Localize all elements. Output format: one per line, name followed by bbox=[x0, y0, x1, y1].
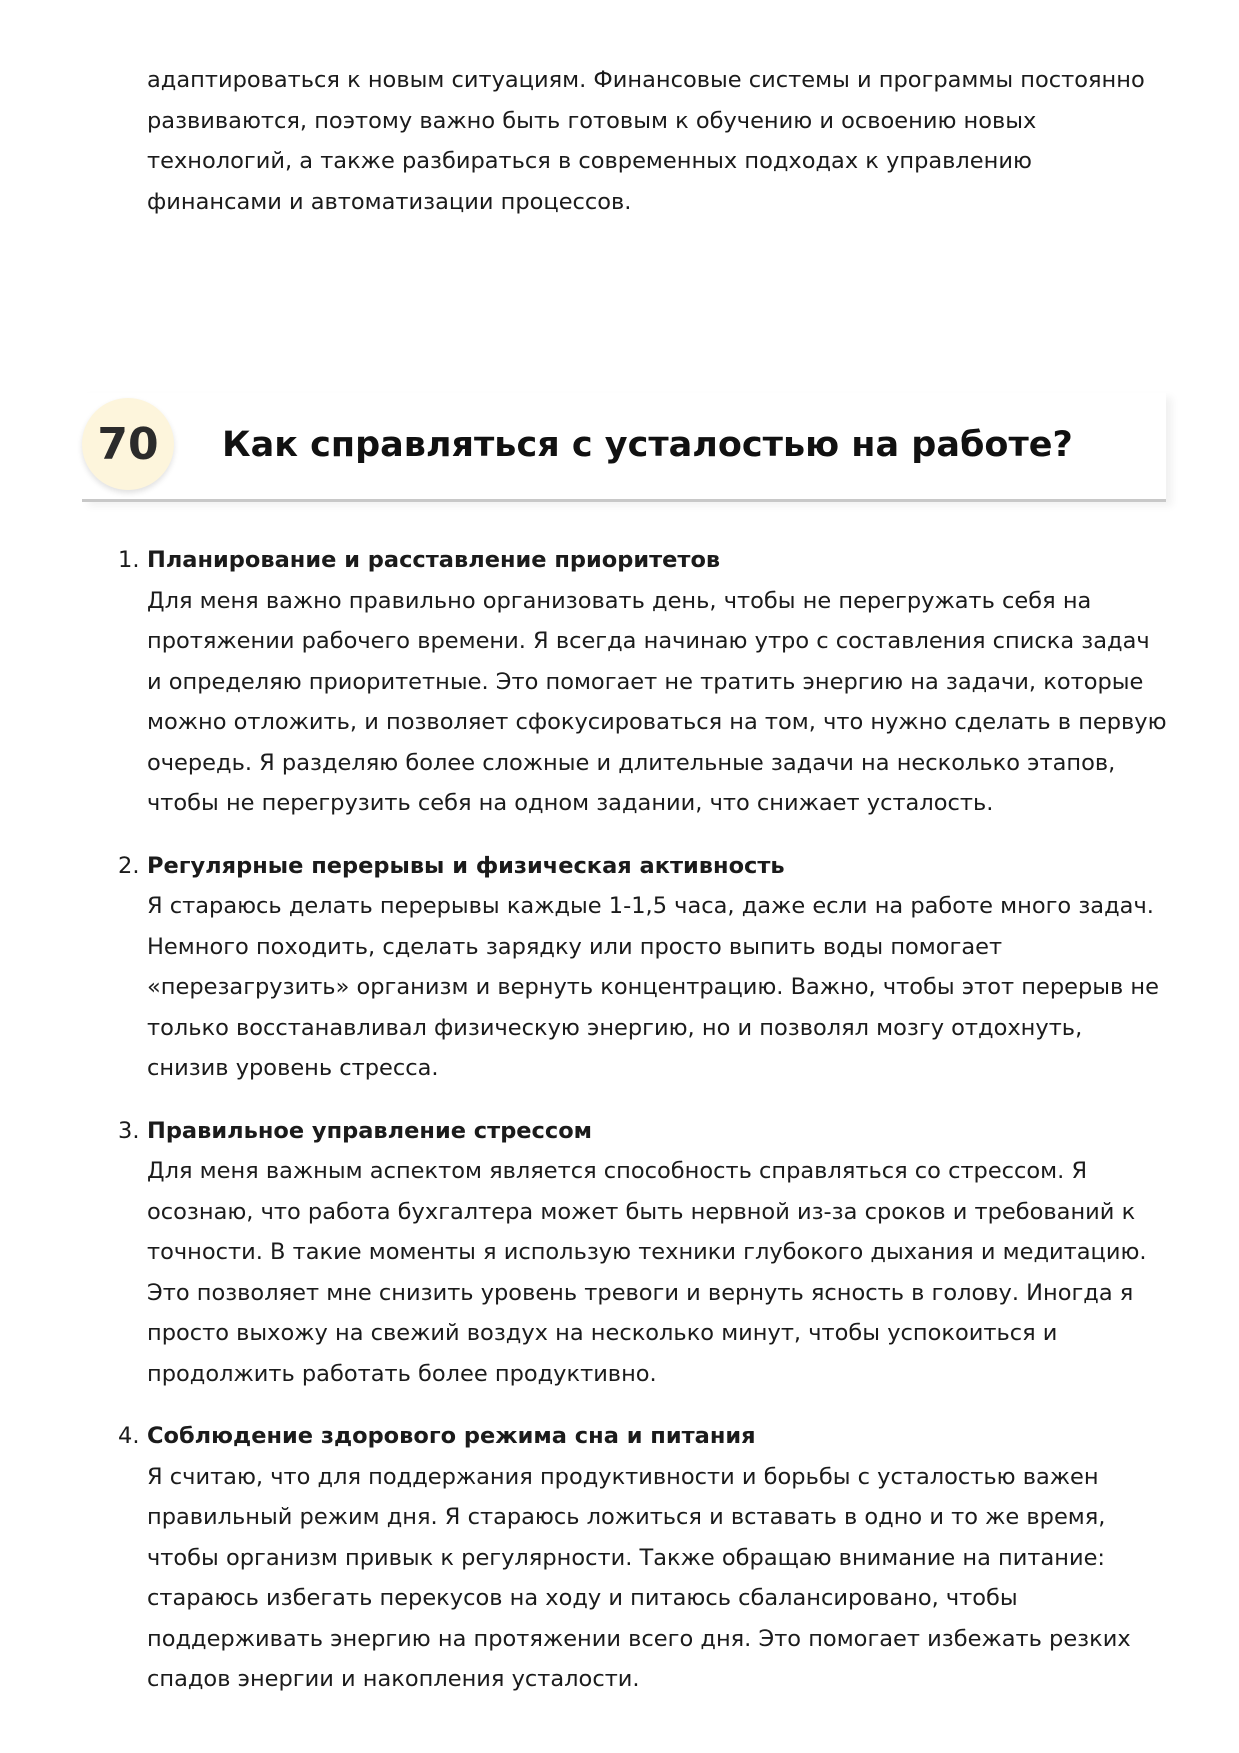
item-number: 2. bbox=[118, 852, 140, 879]
list-item bbox=[118, 1111, 1167, 1395]
item-number: 3. bbox=[118, 1117, 140, 1144]
list-item bbox=[118, 846, 1167, 1089]
item-title: Соблюдение здорового режима сна и питания bbox=[147, 1423, 756, 1449]
item-number: 1. bbox=[118, 547, 140, 573]
item-text: Я стараюсь делать перерывы каждые 1-1,5 часа, даже если на работе много задач. Немного походить, сделать зарядку или просто выпить воды помогает «перезагрузить» организм и вернуть концентрацию. Важно, чтобы этот перерыв не только восстанавливал физическую энергию, но и позволял мозгу отдохнуть, снизив уровень стресса. bbox=[147, 893, 1159, 1081]
item-title: Планирование и расставление приоритетов bbox=[147, 547, 721, 573]
item-number: 4. bbox=[118, 1423, 140, 1449]
section-header bbox=[82, 393, 1166, 502]
intro-paragraph: адаптироваться к новым ситуациям. Финансовые системы и программы постоянно развиваются, поэтому важно быть готовым к обучению и освоению новых технологий, а также разбираться в современных подходах к управлению финансами и автоматизации процессов. bbox=[147, 67, 1145, 215]
item-text: Для меня важно правильно организовать день, чтобы не перегружать себя на протяжении рабочего времени. Я всегда начинаю утро с составления списка задач и определяю приоритетные. Это помогает не тратить энергию на задачи, которые можно отложить, и позволяет сфокусироваться на том, что нужно сделать в первую очередь. Я разделяю более сложные и длительные задачи на несколько этапов, чтобы не перегрузить себя на одном задании, что снижает усталость. bbox=[147, 587, 1167, 816]
section-title: Как справляться с усталостью на работе? bbox=[222, 425, 1073, 465]
list-item bbox=[118, 1416, 1167, 1700]
advice-list bbox=[118, 540, 1167, 1722]
item-title: Правильное управление стрессом bbox=[147, 1117, 593, 1144]
section-number-badge: 70 bbox=[82, 398, 174, 490]
list-item bbox=[118, 540, 1167, 824]
item-text: Я считаю, что для поддержания продуктивности и борьбы с усталостью важен правильный режим дня. Я стараюсь ложиться и вставать в одно и то же время, чтобы организм привык к регулярности. Также обращаю внимание на питание: стараюсь избегать перекусов на ходу и питаюсь сбалансировано, чтобы поддерживать энергию на протяжении всего дня. Это помогает избежать резких спадов энергии и накопления усталости. bbox=[147, 1463, 1131, 1692]
item-text: Для меня важным аспектом является способность справляться со стрессом. Я осознаю, что работа бухгалтера может быть нервной из-за сроков и требований к точности. В такие моменты я использую техники глубокого дыхания и медитацию. Это позволяет мне снизить уровень тревоги и вернуть ясность в голову. Иногда я просто выхожу на свежий воздух на несколько минут, чтобы успокоиться и продолжить работать более продуктивно. bbox=[147, 1158, 1147, 1387]
item-title: Регулярные перерывы и физическая активность bbox=[147, 852, 785, 879]
